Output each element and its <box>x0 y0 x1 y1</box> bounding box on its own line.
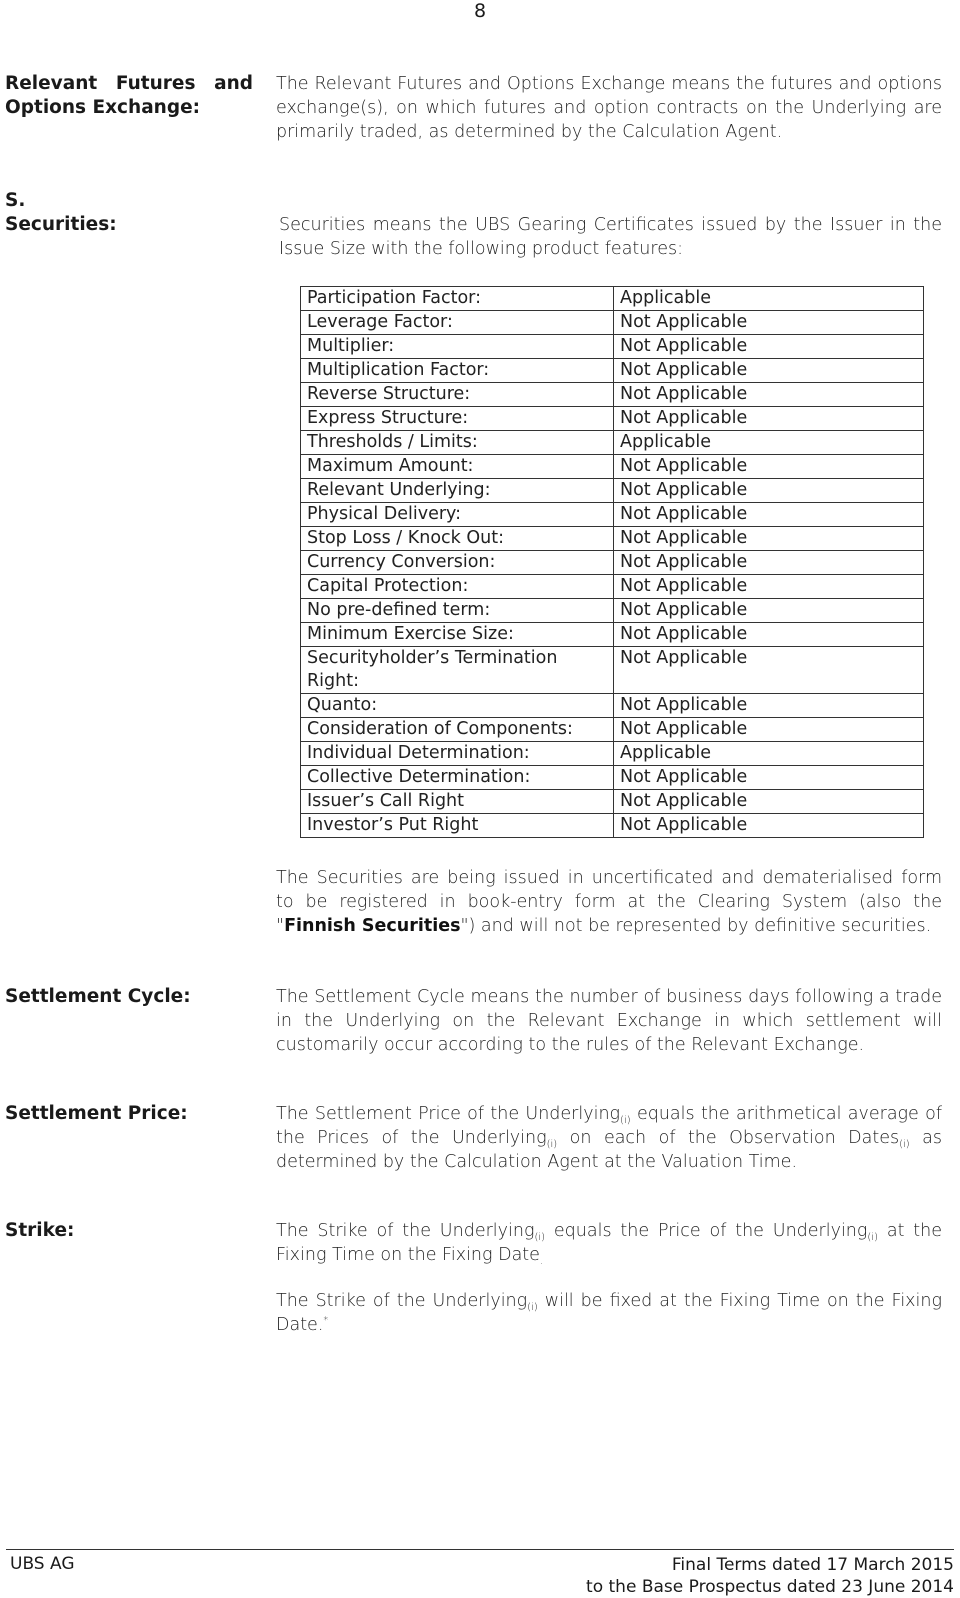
sp-subscript-i-1: (i) <box>620 1115 631 1126</box>
feature-row <box>301 503 924 527</box>
feature-row <box>301 479 924 503</box>
feature-label: Participation Factor: <box>301 287 614 311</box>
feature-row <box>301 599 924 623</box>
sp-text-2: equals the arithmetical average of the Prices of the Underlying <box>276 1104 942 1148</box>
feature-value: Not Applicable <box>614 527 924 551</box>
definition-settlement-cycle: The Settlement Cycle means the number of business days following a trade in the Underlying on the Relevant Exchange in which settlement will customarily occur according to the rules of the Relevant Exchange. <box>276 987 942 1055</box>
footer-issuer: UBS AG <box>10 1554 75 1574</box>
feature-label: Multiplication Factor: <box>301 359 614 383</box>
term-relevant-futures-options-exchange <box>5 72 253 120</box>
feature-row <box>301 623 924 647</box>
feature-row <box>301 431 924 455</box>
definition-strike-1 <box>276 1219 942 1267</box>
feature-row <box>301 359 924 383</box>
outro-text-1: The Securities are being issued in uncertificated and dematerialised form to be registered in book-entry form at the Clearing System (also the " <box>276 868 942 936</box>
sp-subscript-i-2: (i) <box>546 1139 558 1150</box>
strike2-text-1: The Strike of the Underlying <box>276 1291 528 1311</box>
feature-value: Not Applicable <box>614 575 924 599</box>
feature-value: Not Applicable <box>614 814 924 838</box>
strike-text-1: The Strike of the Underlying <box>276 1221 535 1241</box>
feature-value: Not Applicable <box>614 694 924 718</box>
outro-text-2: ") and will not be represented by definitive securities. <box>460 916 932 936</box>
feature-row <box>301 455 924 479</box>
definition-settlement-price <box>276 1102 942 1174</box>
feature-value: Not Applicable <box>614 790 924 814</box>
feature-row <box>301 287 924 311</box>
definition-strike-2 <box>276 1289 942 1337</box>
feature-label: Reverse Structure: <box>301 383 614 407</box>
feature-value: Not Applicable <box>614 623 924 647</box>
product-features-table <box>300 286 924 838</box>
feature-row <box>301 527 924 551</box>
feature-label: Currency Conversion: <box>301 551 614 575</box>
feature-value: Not Applicable <box>614 599 924 623</box>
feature-value: Not Applicable <box>614 718 924 742</box>
strike-subscript-i-2: (i) <box>867 1232 878 1243</box>
page-number: 8 <box>473 0 487 22</box>
feature-value: Not Applicable <box>614 383 924 407</box>
feature-row <box>301 766 924 790</box>
feature-label: Express Structure: <box>301 407 614 431</box>
feature-row <box>301 383 924 407</box>
feature-row <box>301 742 924 766</box>
sp-text-1: The Settlement Price of the Underlying <box>276 1104 621 1124</box>
feature-label: Consideration of Components: <box>301 718 614 742</box>
feature-label: Collective Determination: <box>301 766 614 790</box>
feature-row <box>301 407 924 431</box>
term-line-1: Relevant Futures and <box>5 73 253 94</box>
sp-text-3: on each of the Observation Dates <box>557 1128 900 1148</box>
feature-value: Not Applicable <box>614 503 924 527</box>
section-prefix-s: S. <box>5 190 26 211</box>
definition-securities-outro <box>276 866 942 938</box>
feature-row <box>301 575 924 599</box>
feature-value: Applicable <box>614 742 924 766</box>
strike2-text-2: will be fixed at the Fixing Time on the Fixing Date. <box>276 1291 942 1335</box>
term-strike: Strike: <box>5 1220 75 1241</box>
term-securities: Securities: <box>5 214 117 235</box>
feature-label: Stop Loss / Knock Out: <box>301 527 614 551</box>
footer-divider <box>6 1549 954 1550</box>
feature-label: Individual Determination: <box>301 742 614 766</box>
strike-subscript-i-1: (i) <box>534 1232 546 1243</box>
feature-label: Investor’s Put Right <box>301 814 614 838</box>
strike-text-3: at the Fixing Time on the Fixing Date <box>276 1221 942 1265</box>
feature-value: Not Applicable <box>614 455 924 479</box>
feature-label: Thresholds / Limits: <box>301 431 614 455</box>
feature-label: No pre-defined term: <box>301 599 614 623</box>
feature-row <box>301 551 924 575</box>
feature-label: Multiplier: <box>301 335 614 359</box>
feature-row <box>301 790 924 814</box>
outro-bold-finnish-securities: Finnish Securities <box>284 916 461 936</box>
feature-label: Leverage Factor: <box>301 311 614 335</box>
feature-value: Not Applicable <box>614 359 924 383</box>
sp-text-4: as determined by the Calculation Agent at the Valuation Time. <box>276 1128 943 1172</box>
term-settlement-cycle: Settlement Cycle: <box>5 986 191 1007</box>
feature-label: Issuer’s Call Right <box>301 790 614 814</box>
footnote-asterisk: * <box>323 1315 329 1326</box>
feature-row <box>301 335 924 359</box>
feature-value: Not Applicable <box>614 551 924 575</box>
sp-subscript-i-3: (i) <box>899 1139 910 1150</box>
feature-label: Minimum Exercise Size: <box>301 623 614 647</box>
strike-subscript-dot: . <box>539 1256 544 1267</box>
feature-row <box>301 311 924 335</box>
feature-row <box>301 814 924 838</box>
feature-value: Not Applicable <box>614 407 924 431</box>
feature-value: Not Applicable <box>614 479 924 503</box>
feature-label: Securityholder’s Termination Right: <box>301 647 614 694</box>
feature-value: Not Applicable <box>614 311 924 335</box>
feature-value: Not Applicable <box>614 766 924 790</box>
feature-value: Applicable <box>614 287 924 311</box>
feature-value: Not Applicable <box>614 335 924 359</box>
feature-row <box>301 647 924 694</box>
feature-value: Not Applicable <box>614 647 924 694</box>
footer-final-terms-date: Final Terms dated 17 March 2015 <box>671 1555 954 1575</box>
footer-base-prospectus-date: to the Base Prospectus dated 23 June 2014 <box>586 1577 954 1597</box>
feature-label: Quanto: <box>301 694 614 718</box>
term-settlement-price: Settlement Price: <box>5 1103 188 1124</box>
feature-label: Maximum Amount: <box>301 455 614 479</box>
feature-label: Physical Delivery: <box>301 503 614 527</box>
feature-label: Relevant Underlying: <box>301 479 614 503</box>
feature-row <box>301 718 924 742</box>
strike2-subscript-i: (i) <box>527 1302 538 1313</box>
definition-securities-intro: Securities means the UBS Gearing Certificates issued by the Issuer in the Issue Size with the following product features: <box>279 215 942 259</box>
feature-value: Applicable <box>614 431 924 455</box>
definition-relevant-futures-options-exchange: The Relevant Futures and Options Exchange means the futures and options exchange(s), on which futures and option contracts on the Underlying are primarily traded, as determined by the Calculation Agent. <box>276 74 942 142</box>
feature-row <box>301 694 924 718</box>
feature-label: Capital Protection: <box>301 575 614 599</box>
term-line-2: Options Exchange: <box>5 97 201 118</box>
footer-dates <box>586 1554 954 1598</box>
strike-text-2: equals the Price of the Underlying <box>545 1221 868 1241</box>
